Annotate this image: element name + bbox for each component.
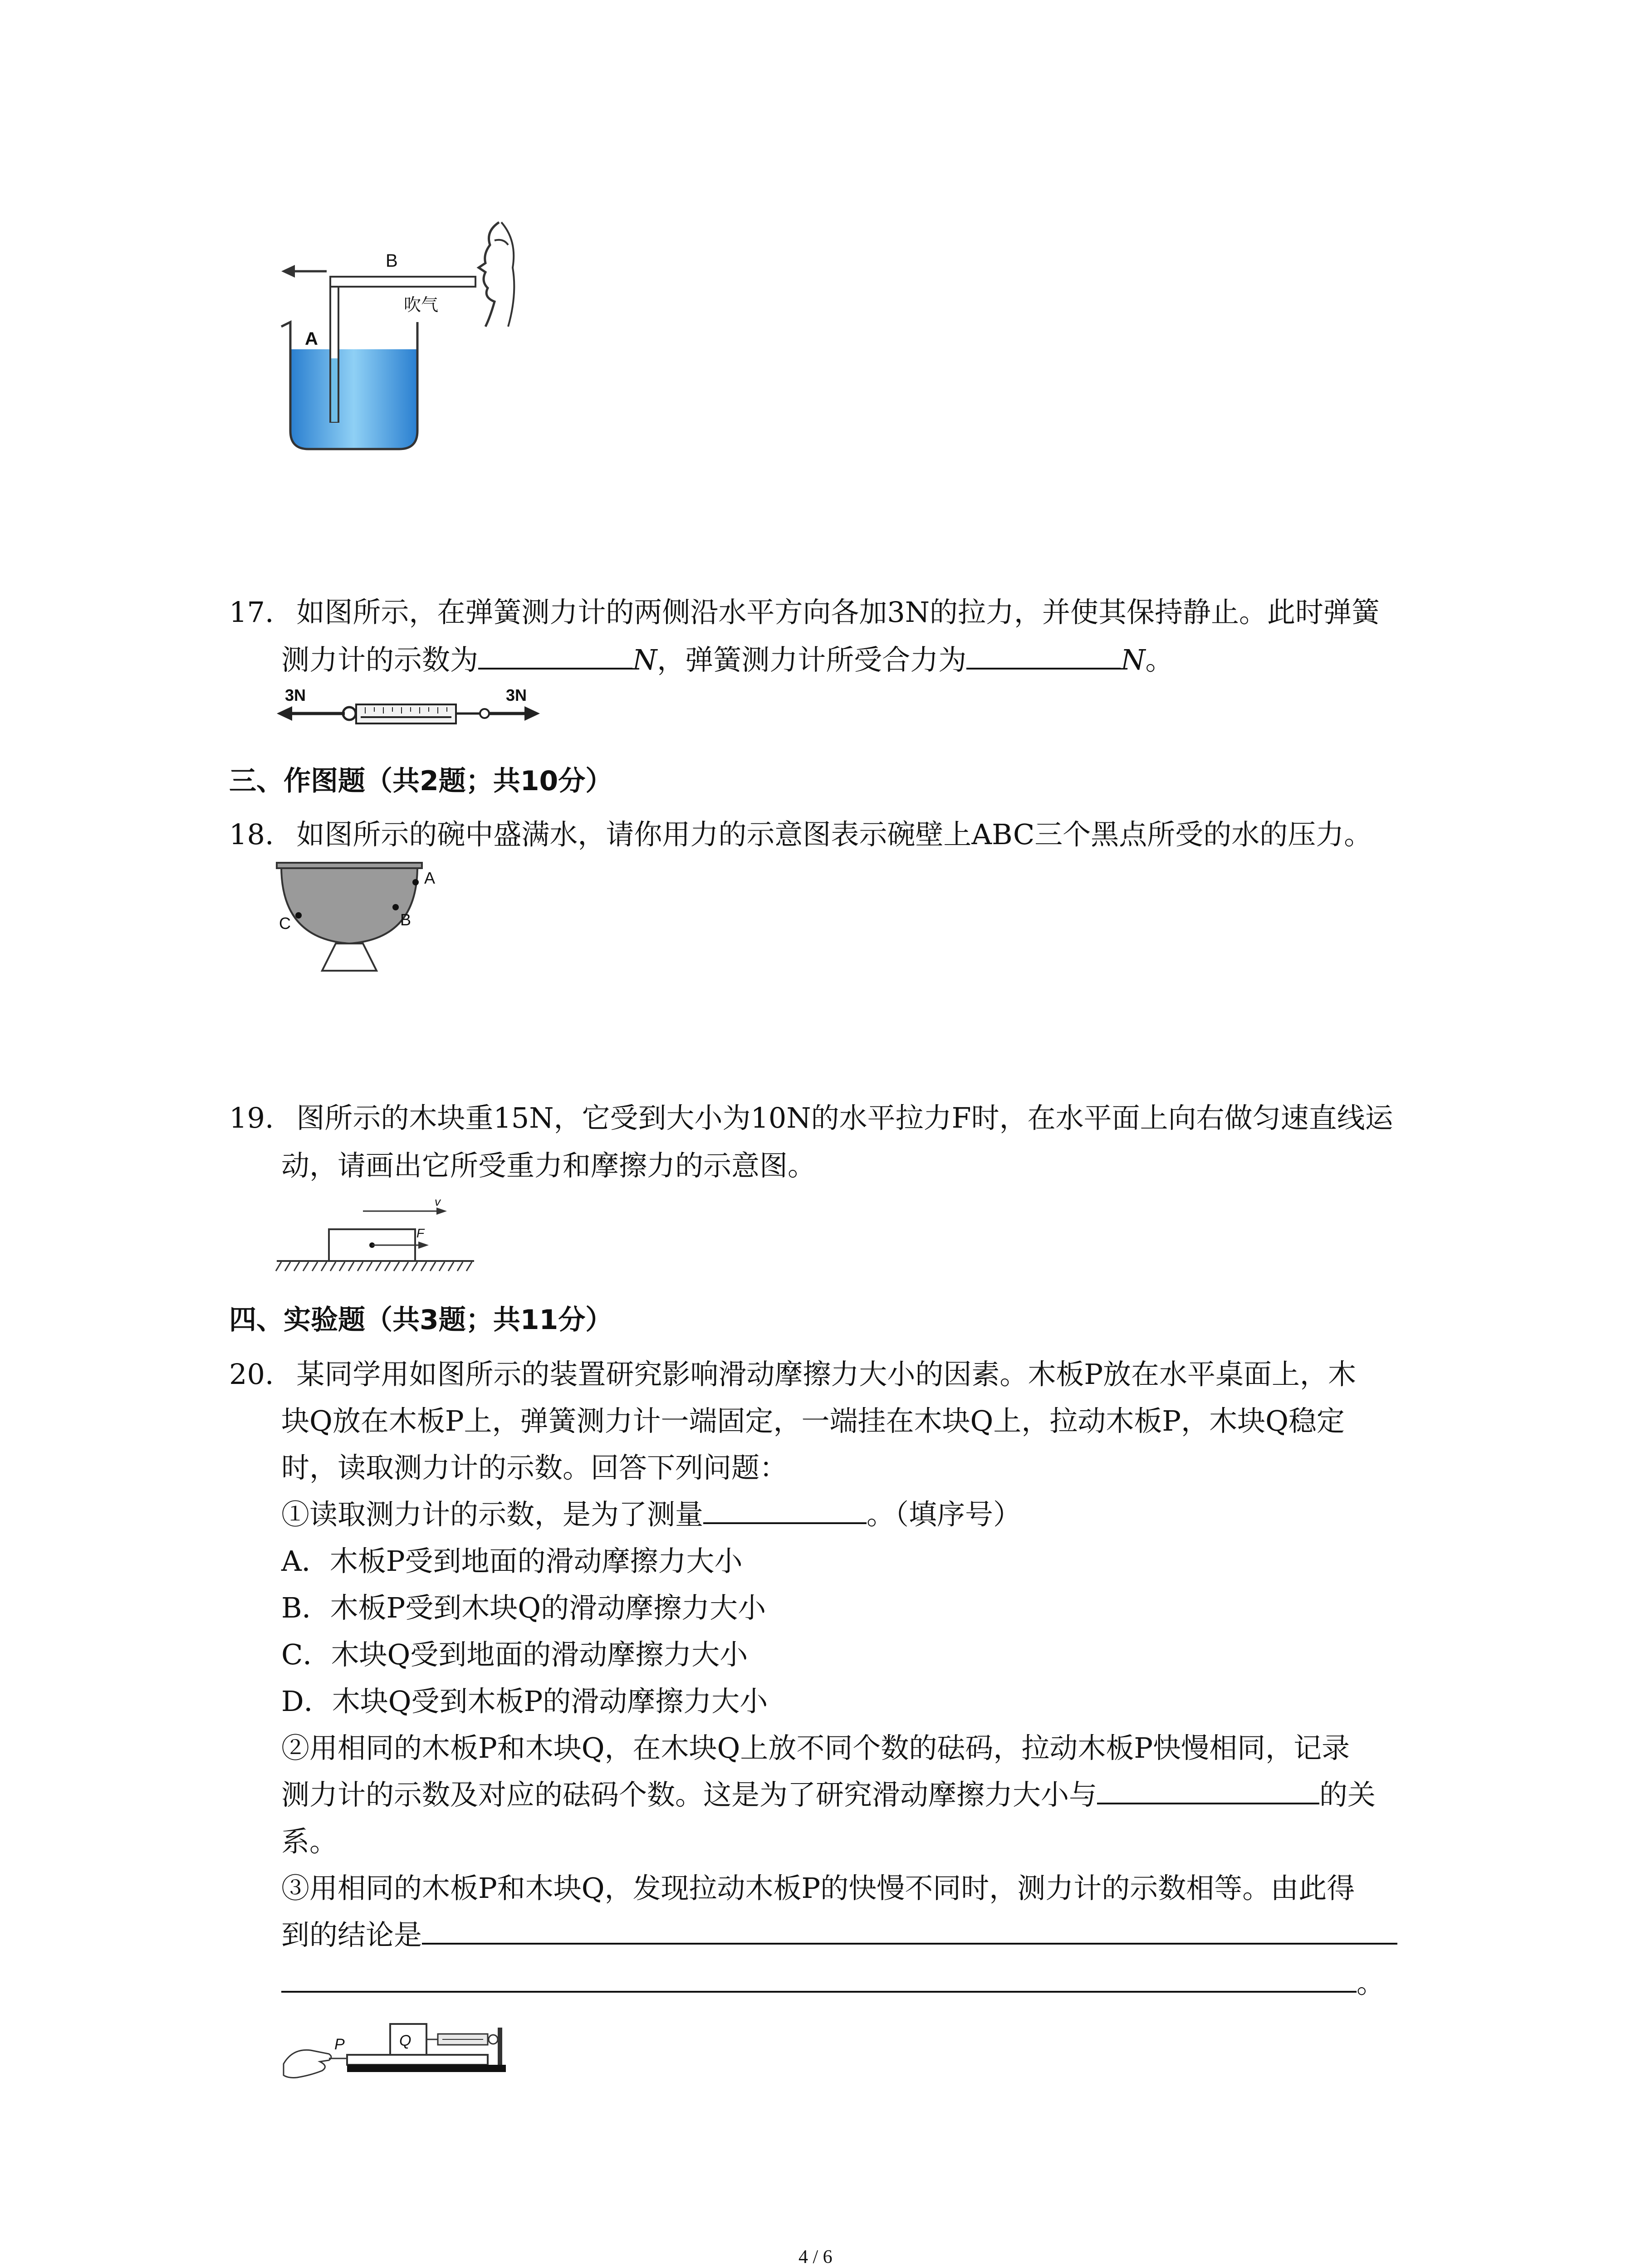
question-20-sub1-text-a: ①读取测力计的示数，是为了测量 [281,1498,704,1531]
question-17-text-2c: 。 [1145,643,1174,676]
question-17-line1 [229,590,1380,635]
fig19-velocity-label: v [435,1198,441,1208]
beaker-tube-figure [272,213,526,458]
question-17-text-1: 如图所示，在弹簧测力计的两侧沿水平方向各加3N的拉力，并使其保持静止。此时弹簧 [296,596,1380,629]
answer-blank-measure[interactable] [703,1497,867,1524]
question-19-text-1: 图所示的木块重15N，它受到大小为10N的水平拉力F时，在水平面上向右做匀速直线运 [296,1101,1393,1134]
fig17-left-force: 3N [285,686,306,704]
question-20-sub1 [281,1492,1021,1537]
question-20-text-1: 某同学用如图所示的装置研究影响滑动摩擦力大小的因素。木板P放在水平桌面上，木 [296,1358,1357,1391]
question-17-text-2b: ，弹簧测力计所受合力为 [657,643,967,676]
question-20-sub3-end: 。 [1357,1966,1385,1999]
fig18-point-a: A [424,869,436,887]
question-18-number: 18. [229,818,274,851]
fig16-label-a: A [305,329,318,349]
answer-blank-reading[interactable] [478,642,632,670]
question-20-number: 20. [229,1358,274,1391]
option-b: B．木板P受到木块Q的滑动摩擦力大小 [281,1591,766,1624]
spring-scale-figure [277,683,540,733]
question-20-sub3-text-b: 到的结论是 [281,1918,422,1951]
fig18-point-b: B [400,910,411,929]
question-19-text-2: 动，请画出它所受重力和摩擦力的示意图。 [281,1149,816,1182]
fig17-right-force: 3N [506,686,527,704]
question-17-line2 [281,637,1174,683]
question-19-line2 [281,1143,816,1188]
question-17-unit-2: N [1121,643,1146,676]
question-20-sub2-text-b: 测力计的示数及对应的砝码个数。这是为了研究滑动摩擦力大小与 [281,1778,1097,1811]
question-20-sub3-line3 [281,1960,1385,2006]
answer-blank-relation[interactable] [1097,1777,1319,1804]
question-19-line1 [229,1095,1393,1141]
question-20-sub2-line1: ②用相同的木板P和木块Q，在木块Q上放不同个数的砝码，拉动木板P快慢相同，记录 [281,1731,1350,1765]
fig20-block-label: Q [399,2032,411,2049]
block-figure [272,1198,481,1279]
question-20-line1 [229,1352,1356,1397]
fig16-label-blow: 吹气 [404,296,439,315]
question-20-sub1-text-b: 。（填序号） [867,1498,1022,1531]
option-c: C．木块Q受到地面的滑动摩擦力大小 [281,1638,748,1671]
question-18-line1 [229,812,1372,857]
fig16-label-b: B [386,251,398,271]
fig19-force-label: F [416,1226,425,1240]
question-20-line3: 时，读取测力计的示数。回答下列问题： [281,1451,788,1484]
section-4-title: 四、实验题（共3题；共11分） [229,1304,613,1336]
question-20-sub3-line1: ③用相同的木板P和木块Q，发现拉动木板P的快慢不同时，测力计的示数相等。由此得 [281,1872,1355,1905]
answer-blank-net-force[interactable] [966,642,1121,670]
answer-blank-conclusion-1[interactable] [422,1917,1397,1945]
question-20-sub2-line3: 系。 [281,1825,338,1858]
question-20-sub2-text-c: 的关 [1319,1778,1376,1811]
question-18-text-1: 如图所示的碗中盛满水，请你用力的示意图表示碗壁上ABC三个黑点所受的水的压力。 [296,818,1372,851]
fig20-board-label: P [334,2036,345,2053]
question-17-number: 17. [229,596,274,629]
question-20-sub3-line2 [281,1912,1397,1958]
question-17-text-2a: 测力计的示数为 [281,643,479,676]
friction-apparatus-figure [279,2005,515,2091]
option-d: D．木块Q受到木板P的滑动摩擦力大小 [281,1685,768,1718]
option-a: A．木板P受到地面的滑动摩擦力大小 [281,1545,743,1578]
fig18-point-c: C [279,914,291,933]
question-17-unit-1: N [632,643,657,676]
question-20-sub2-line2 [281,1772,1376,1818]
answer-blank-conclusion-2[interactable] [281,1965,1357,1993]
page-number: 4 / 6 [798,2247,833,2268]
question-19-number: 19. [229,1101,274,1134]
bowl-figure [272,857,463,989]
question-20-line2: 块Q放在木板P上，弹簧测力计一端固定，一端挂在木块Q上，拉动木板P，木块Q稳定 [281,1404,1345,1437]
section-3-title: 三、作图题（共2题；共10分） [229,765,613,797]
